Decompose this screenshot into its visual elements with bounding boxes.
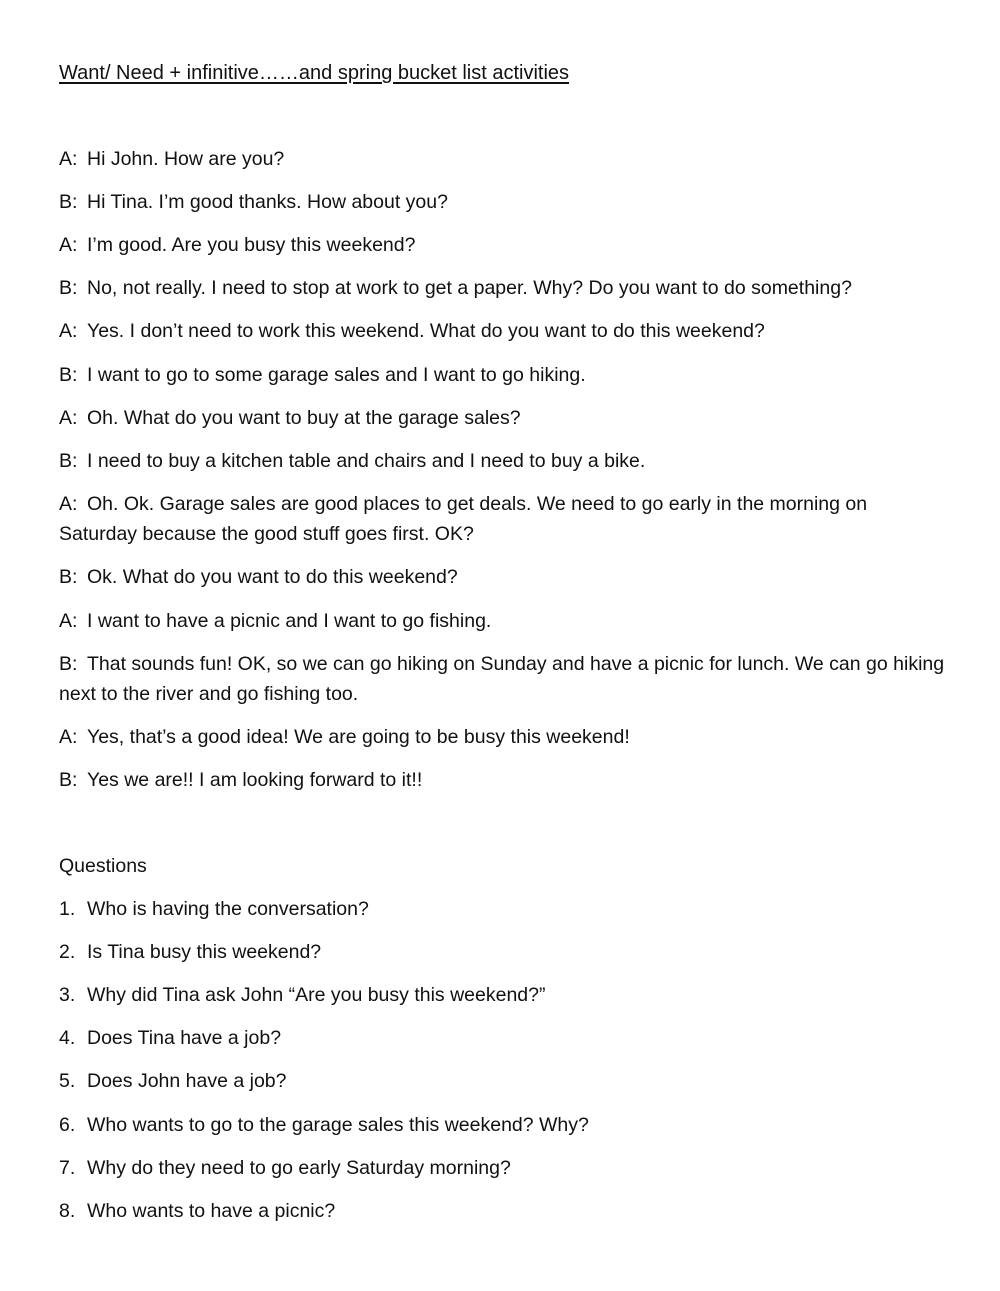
speaker-label: A: bbox=[59, 610, 78, 632]
questions-heading: Questions bbox=[59, 855, 147, 877]
dialogue-text: Hi John. How are you? bbox=[87, 148, 285, 170]
dialogue-text: I need to buy a kitchen table and chairs and I need to buy a bike. bbox=[87, 450, 646, 472]
question-number: 7. bbox=[59, 1157, 76, 1179]
dialogue-line bbox=[59, 230, 949, 260]
dialogue-text: Oh. What do you want to buy at the garage sales? bbox=[87, 407, 521, 429]
question-number: 5. bbox=[59, 1070, 76, 1092]
question-item bbox=[59, 894, 949, 924]
question-text: Why did Tina ask John “Are you busy this weekend?” bbox=[87, 984, 546, 1006]
dialogue-text: Hi Tina. I’m good thanks. How about you? bbox=[87, 191, 448, 213]
speaker-label: A: bbox=[59, 493, 78, 515]
dialogue-text: I want to go to some garage sales and I want to go hiking. bbox=[87, 364, 586, 386]
question-item bbox=[59, 1066, 949, 1096]
dialogue-line bbox=[59, 606, 949, 636]
question-text: Who is having the conversation? bbox=[87, 898, 369, 920]
dialogue-text: I want to have a picnic and I want to go fishing. bbox=[87, 610, 492, 632]
dialogue-text: Oh. Ok. Garage sales are good places to get deals. We need to go early in the morning on Saturday because the good stuff goes first. OK? bbox=[59, 493, 868, 545]
question-item bbox=[59, 1153, 949, 1183]
dialogue-text: Yes. I don’t need to work this weekend. What do you want to do this weekend? bbox=[87, 320, 765, 342]
dialogue-text: Yes we are!! I am looking forward to it!! bbox=[87, 769, 423, 791]
question-number: 4. bbox=[59, 1027, 76, 1049]
dialogue-line bbox=[59, 403, 949, 433]
speaker-label: B: bbox=[59, 653, 78, 675]
question-item bbox=[59, 1196, 949, 1226]
speaker-label: A: bbox=[59, 234, 78, 256]
dialogue-text: No, not really. I need to stop at work to get a paper. Why? Do you want to do something? bbox=[87, 277, 852, 299]
dialogue-line bbox=[59, 489, 949, 549]
question-number: 8. bbox=[59, 1200, 76, 1222]
speaker-label: A: bbox=[59, 320, 78, 342]
question-text: Who wants to go to the garage sales this weekend? Why? bbox=[87, 1114, 589, 1136]
speaker-label: B: bbox=[59, 566, 78, 588]
dialogue-text: Ok. What do you want to do this weekend? bbox=[87, 566, 458, 588]
dialogue-line bbox=[59, 360, 949, 390]
question-text: Why do they need to go early Saturday morning? bbox=[87, 1157, 511, 1179]
dialogue-line bbox=[59, 722, 949, 752]
speaker-label: B: bbox=[59, 191, 78, 213]
dialogue-line bbox=[59, 562, 949, 592]
question-item bbox=[59, 1023, 949, 1053]
speaker-label: B: bbox=[59, 450, 78, 472]
speaker-label: A: bbox=[59, 407, 78, 429]
question-number: 2. bbox=[59, 941, 76, 963]
question-item bbox=[59, 937, 949, 967]
speaker-label: B: bbox=[59, 277, 78, 299]
speaker-label: A: bbox=[59, 726, 78, 748]
question-number: 6. bbox=[59, 1114, 76, 1136]
dialogue-line bbox=[59, 446, 949, 476]
dialogue-line bbox=[59, 765, 949, 795]
question-text: Does John have a job? bbox=[87, 1070, 287, 1092]
speaker-label: A: bbox=[59, 148, 78, 170]
page-title: Want/ Need + infinitive……and spring bucket list activities bbox=[59, 62, 570, 84]
speaker-label: B: bbox=[59, 364, 78, 386]
dialogue-text: Yes, that’s a good idea! We are going to be busy this weekend! bbox=[87, 726, 630, 748]
dialogue-line bbox=[59, 649, 949, 709]
question-number: 1. bbox=[59, 898, 76, 920]
question-number: 3. bbox=[59, 984, 76, 1006]
dialogue-text: I’m good. Are you busy this weekend? bbox=[87, 234, 416, 256]
speaker-label: B: bbox=[59, 769, 78, 791]
question-item bbox=[59, 1110, 949, 1140]
dialogue-line bbox=[59, 273, 949, 303]
question-text: Does Tina have a job? bbox=[87, 1027, 282, 1049]
question-text: Is Tina busy this weekend? bbox=[87, 941, 322, 963]
question-item bbox=[59, 980, 949, 1010]
dialogue-line bbox=[59, 144, 949, 174]
dialogue-line bbox=[59, 187, 949, 217]
dialogue-line bbox=[59, 316, 949, 346]
question-text: Who wants to have a picnic? bbox=[87, 1200, 336, 1222]
dialogue-text: That sounds fun! OK, so we can go hiking on Sunday and have a picnic for lunch. We can go hiking next to the river and go fishing too. bbox=[59, 653, 945, 705]
